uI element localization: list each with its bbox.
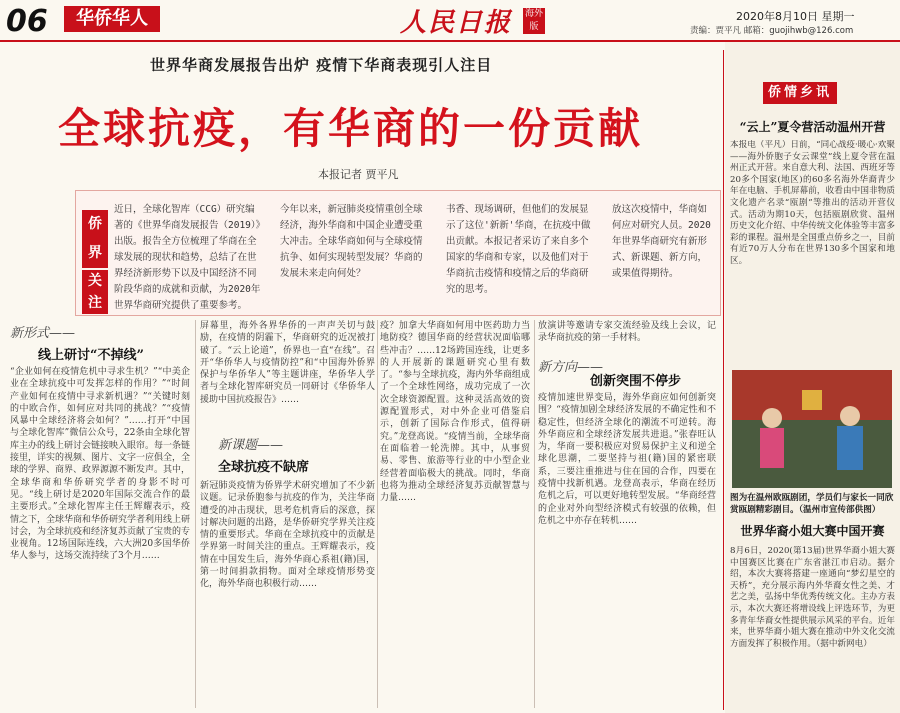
column-3-text: 疫？加拿大华商如何用中医药助力当地防疫？德国华商的经营状况面临哪些冲击？……12场跨国连线，让更多的人开展新的课题研究心里有数了。“参与全球抗疫，海内外华商组成了一个全球性网络，成功完成了一次次全球资源配置。这种灵活高效的资源配置形式，对中外企业可借鉴启示，创新了国际合作形式，值得研究。”龙登高说。“疫情当前，全球华商在面临着一轮洗牌。其中，从事贸易、零售、旅游等行业的中小型企业经营着面临极大的挑战。同时，华商也将为推动全球经济复苏贡献智慧与力量…… xyxy=(380,321,530,504)
column-4-text-bottom: 疫情加速世界变局，海外华商应如何创新突围？“疫情加剧全球经济发展的不确定性和不稳定性，但经济全球化的潮流不可逆转。海外华商应和全球经济发展共进退。”张春旺认为，华商一要积极应对贸易保护主义和逆全球化思潮，二要坚持与祖(籍)国的紧密联系，三要注重推进与住在国的合作，四要在疫情中找新机遇。龙登高表示，华商在经历危机之后，可以更好地转型发展。“华商经营的企业对外向型经济模式有较强的依赖，但危机之中亦存在转机…… xyxy=(538,393,716,526)
section-3-kicker: 新方向—— xyxy=(538,360,604,375)
page-number: 06 xyxy=(6,4,48,39)
intro-column-3: 书香、现场调研，但他们的发展显示了这位'新新'华商，在抗疫中做出贡献。本报记者采访了来自多个国家的华商和专家，以及他们对于华商抗击疫情和疫情之后的华商研究的思考。 xyxy=(446,204,591,295)
column-1-text: “企业如何在疫情危机中寻求生机？”“中美企业在全球抗疫中可发挥怎样的作用？”“时间产业如何在疫情中寻求新机遇？”“关键时刻的中欧合作，如何应对共同的挑战？”“疫情风暴中全球经济将会如何？”……打开“中国与全球化智库”微信公众号，22条由全球化智库主办的线上研讨会链接映入眼帘。每一条链接里，详实的视频、图片、文字一应俱全，全球的学界、商界、政界源源不断发声。其中，全球华商和华侨研究学者的身影不时可见。“线上研讨是2020年国际交流合作的最主要形式。”全球化智库主任王辉耀表示，疫情之下，全球华商和华侨研究学者利用线上研讨会，为全球抗疫和经济复苏贡献了宝贵的专业视角。12场国际连线，六大洲20多国华侨华人参与，这场交流持续了3个月…… xyxy=(10,367,190,562)
section-3-title: 创新突围不停步 xyxy=(590,374,682,389)
sidebar-photo-caption: 图为在温州欧瓯剧团，学员们与家长一同欣赏瓯剧精彩剧目。（温州市宣传部供图） xyxy=(730,493,894,515)
column-divider xyxy=(195,320,196,708)
intro-label-top: 侨界 xyxy=(82,210,108,268)
article-byline: 本报记者 贾平凡 xyxy=(318,168,399,181)
edition-badge: 海外版 xyxy=(524,9,543,32)
sidebar-photo xyxy=(732,370,892,488)
intro-column-2: 今年以来，新冠肺炎疫情重创全球经济，海外华商和中国企业遭受重大冲击。全球华商如何与全球疫情抗争、如何实现转型发展？华商的发展未来走向何处？ xyxy=(280,204,423,279)
article-kicker: 世界华商发展报告出炉 疫情下华商表现引人注目 xyxy=(150,56,493,74)
section-1-kicker: 新形式—— xyxy=(10,326,76,341)
section-tab: 华侨华人 xyxy=(64,6,160,32)
issue-date: 2020年8月10日 星期一 xyxy=(736,10,855,23)
sidebar-tag: 侨情乡讯 xyxy=(763,82,837,104)
article-headline: 全球抗疫，有华商的一份贡献 xyxy=(58,104,644,153)
column-2-text-bottom: 新冠肺炎疫情为侨界学术研究增加了不少新议题。记录侨胞参与抗疫的作为，关注华商遭受的冲击现状，思考危机背后的深意，探讨解决问题的出路，是华侨研究学界关注疫情的重要形式。华商在全球抗疫中的贡献是学界第一时间关注的重点。王辉耀表示，疫情在中国发生后，海外华商心系祖(籍)国，第一时间捐款捐物。面对全球疫情形势变化，海外华商也积极行动…… xyxy=(200,481,375,590)
intro-column-4: 放这次疫情中，华商如何应对研究人员。2020年世界华商研究有新形式、新课题、新方向，或果值得期待。 xyxy=(612,204,711,279)
sidebar-story-2-title: 世界华裔小姐大赛中国开赛 xyxy=(740,524,885,538)
newspaper-masthead: 人民日报 xyxy=(400,8,513,38)
column-divider xyxy=(377,320,378,708)
intro-label-bottom: 关注 xyxy=(82,270,108,314)
sidebar-story-1-title: “云上”夏令营活动温州开营 xyxy=(739,120,886,134)
section-2-kicker: 新课题—— xyxy=(218,438,284,453)
column-divider xyxy=(534,320,535,708)
column-4-text-top: 放演讲等邀请专家交流经验及线上会议，记录华商抗疫的第一手材料。 xyxy=(538,321,716,344)
sidebar-divider xyxy=(723,50,724,710)
sidebar-story-2-text: 8月6日，2020(第13届)世界华裔小姐大赛中国赛区比赛在广东省湛江市启动。据介绍，本次大赛将搭建一座通向“梦幻星空的天桥”，充分展示海内外华裔女性之美、才艺之美，弘扬中华优秀传统文化。主办方表示，本次大赛还将增设线上评选环节，为更多青年华裔女性提供展示风采的平台。近年来，世界华裔小姐大赛在推动中外文化交流方面发挥了积极作用。（据中新网电） xyxy=(730,546,895,649)
sidebar-story-1-text: 本报电（平凡）日前，“同心战疫·暖心·欢聚——海外侨胞子女云课堂”线上夏令营在温州正式开营。来自意大利、法国、西班牙等20多个国家(地区)的60多名海外华裔青少年在电脑、手机屏幕前，收看由中国非物质文化遗产名录“瓯剧”等推出的活动开营仪式。活动为期10天，包括瓯剧欣赏、温州历史文化介绍、中华传统文化体验等丰富多彩的课程。温州是全国重点侨乡之一，目前有近70万人分布在世界130多个国家和地区。 xyxy=(730,140,895,266)
editor-info: 责编：贾平凡 邮箱：guojihwb@126.com xyxy=(690,26,854,36)
column-2-text-top: 屏幕里，海外各界华侨的一声声关切与鼓励，在疫情的阴霾下，华商研究的近况被打破了。“云上论道”，侨界也一直“在线”。召开“华侨华人与疫情防控”和“中国海外侨界保护与华侨华人”等主题讲座，华侨华人学者与全球化智库研究员一同研讨《华侨华人援助中国抗疫报告》…… xyxy=(200,321,375,405)
intro-column-1: 近日，全球化智库（CCG）研究编著的《世界华商发展报告（2019）》出版。报告全方位梳理了华商在全球发展的现状和趋势，总结了在世界经济新形势下以及中国经济不同阶段华商的成就和贡献，为2020年世界华商研究提供了重要参考。 xyxy=(114,204,261,310)
section-2-title: 全球抗疫不缺席 xyxy=(218,460,310,475)
section-1-title: 线上研讨“不掉线” xyxy=(38,348,144,363)
opera-performer-illustration xyxy=(732,370,892,488)
